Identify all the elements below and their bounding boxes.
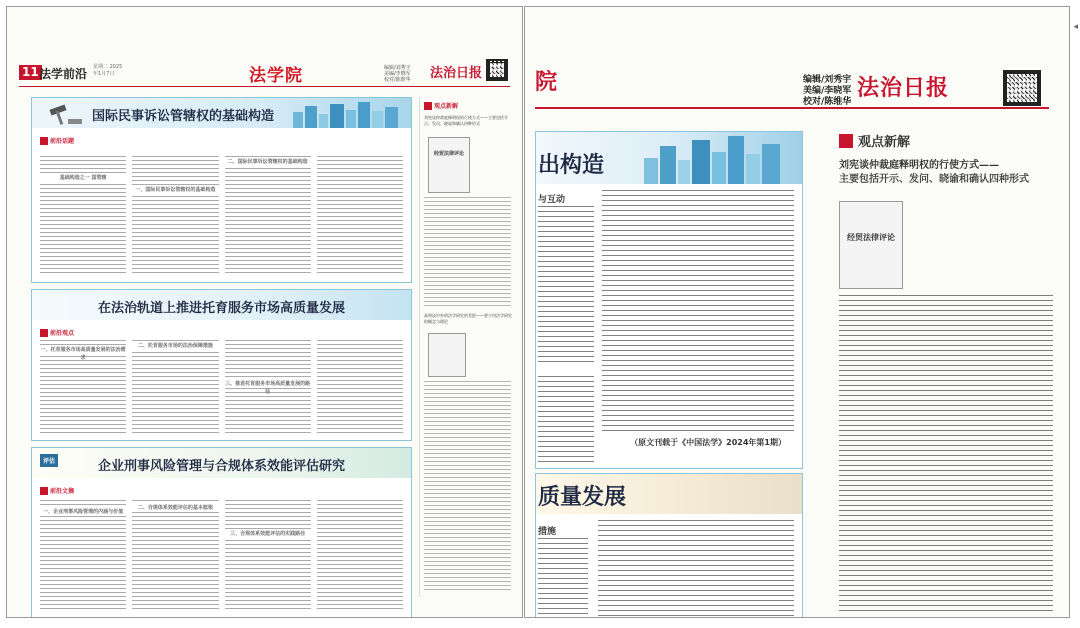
sidebar-headline[interactable]: 刘宪谈仲裁庭释明权的行使方式——主要包括开示、发问、晓谕和确认四种形式 xyxy=(424,115,508,126)
tag-icon xyxy=(40,487,48,495)
tag-icon xyxy=(839,134,853,148)
tag-icon xyxy=(40,137,48,145)
text-column xyxy=(317,340,403,434)
article-body xyxy=(40,500,403,612)
text-column xyxy=(225,500,311,612)
subhead: 一、托育服务市场高质量发展的法治需求 xyxy=(40,347,126,361)
subhead-fragment: 措施 xyxy=(538,527,557,537)
text-column xyxy=(317,156,403,276)
text-column xyxy=(602,190,794,434)
text-column xyxy=(317,500,403,612)
text-column xyxy=(225,156,311,276)
article-childcare-services[interactable] xyxy=(31,289,412,441)
evaluation-badge: 评估 xyxy=(40,454,58,467)
title-fragment: 质量发展 xyxy=(538,485,627,510)
page-number: 11 xyxy=(19,65,42,80)
text-column xyxy=(538,376,594,462)
scroll-right-icon[interactable]: ◂ xyxy=(1073,22,1078,32)
book-cover xyxy=(428,333,466,377)
tag-icon xyxy=(424,102,432,110)
text-column xyxy=(538,206,594,366)
article-tag: 前沿文摘 xyxy=(40,486,74,495)
subhead: 三、合规体系效能评估的实践路径 xyxy=(225,530,311,538)
text-column xyxy=(225,340,311,434)
sidebar-headline[interactable]: 高明谈中外刑法学研究的差距——要少用法学研究的概念与理论 xyxy=(424,313,512,324)
editors-credit: 编辑/刘秀宇 美编/李晓军 校对/陈维华 xyxy=(803,75,852,107)
qr-code-icon xyxy=(486,59,508,81)
newspaper-logo: 法治日报 xyxy=(429,66,482,81)
article-title[interactable]: 企业刑事风险管理与合规体系效能评估研究 xyxy=(97,459,345,474)
sidebar-text xyxy=(424,381,511,591)
text-column xyxy=(132,156,218,276)
journal-title: 经贸法律评论 xyxy=(847,233,895,242)
sidebar-headline[interactable]: 刘宪谈仲裁庭释明权的行使方式—— 主要包括开示、发问、晓谕和确认四种形式 xyxy=(839,160,1029,185)
sidebar-tag: 观点新解 xyxy=(839,131,910,150)
article-continuation-2[interactable] xyxy=(535,473,803,618)
left-masthead xyxy=(19,57,510,87)
sidebar-text xyxy=(424,197,511,307)
source-note: （原文刊载于《中国法学》2024年第1期） xyxy=(630,438,786,447)
journal-cover xyxy=(839,201,903,289)
text-column xyxy=(40,340,126,434)
article-corporate-compliance[interactable] xyxy=(31,447,412,618)
left-sidebar xyxy=(419,97,515,597)
tag-icon xyxy=(40,329,48,337)
title-fragment: 出构造 xyxy=(538,153,605,178)
article-body xyxy=(40,340,403,434)
journal-title: 经贸法律评论 xyxy=(433,151,464,157)
journal-cover xyxy=(428,137,470,193)
sidebar-tag: 观点新解 xyxy=(424,101,458,110)
subhead: 二、托育服务市场的法治保障措施 xyxy=(132,342,218,350)
article-continuation-1[interactable] xyxy=(535,131,803,469)
section-name: 法学前沿 xyxy=(39,67,88,81)
article-civil-jurisdiction[interactable] xyxy=(31,97,412,283)
subhead-fragment: 与互动 xyxy=(538,195,566,205)
subhead: 基础构造之一 国管辖 xyxy=(40,174,126,182)
masthead-title: 院 xyxy=(535,70,558,95)
editors-credit: 编辑/刘秀宇 美编/李晓军 校对/陈维华 xyxy=(384,65,411,83)
text-column xyxy=(40,156,126,276)
qr-code-icon xyxy=(1003,70,1041,106)
text-column xyxy=(538,538,588,616)
text-column xyxy=(132,500,218,612)
right-sidebar xyxy=(815,119,1065,611)
subhead: 三、推进托育服务市场高质量发展的路径 xyxy=(225,381,311,395)
text-column xyxy=(598,520,794,616)
sidebar-text xyxy=(839,295,1053,615)
left-newspaper-page xyxy=(6,6,523,618)
subhead: 二、合规体系效能评估的基本框架 xyxy=(132,504,218,512)
masthead-rule xyxy=(535,107,1049,109)
article-title[interactable]: 国际民事诉讼管辖权的基础构造 xyxy=(92,109,275,124)
article-title[interactable]: 在法治轨道上推进托育服务市场高质量发展 xyxy=(97,301,345,316)
masthead-title: 法学院 xyxy=(249,66,303,86)
right-newspaper-page xyxy=(524,6,1070,618)
article-tag: 前沿话题 xyxy=(40,136,74,145)
skyline-graphic xyxy=(640,136,790,184)
newspaper-logo: 法治日报 xyxy=(857,75,950,101)
article-tag: 前沿观点 xyxy=(40,328,74,337)
issue-date: 星期二 2025年1月7日 xyxy=(93,64,123,77)
text-column xyxy=(40,500,126,612)
subhead: 一、企业刑事风险管理的内涵与价值 xyxy=(40,508,126,516)
article-body xyxy=(40,156,403,276)
gavel-icon xyxy=(46,101,86,127)
text-column xyxy=(132,340,218,434)
subhead: 二、国际民事诉讼管辖权的基础构造 xyxy=(225,158,311,166)
subhead: 一、国际民事诉讼管辖权的基础构造 xyxy=(132,186,218,194)
